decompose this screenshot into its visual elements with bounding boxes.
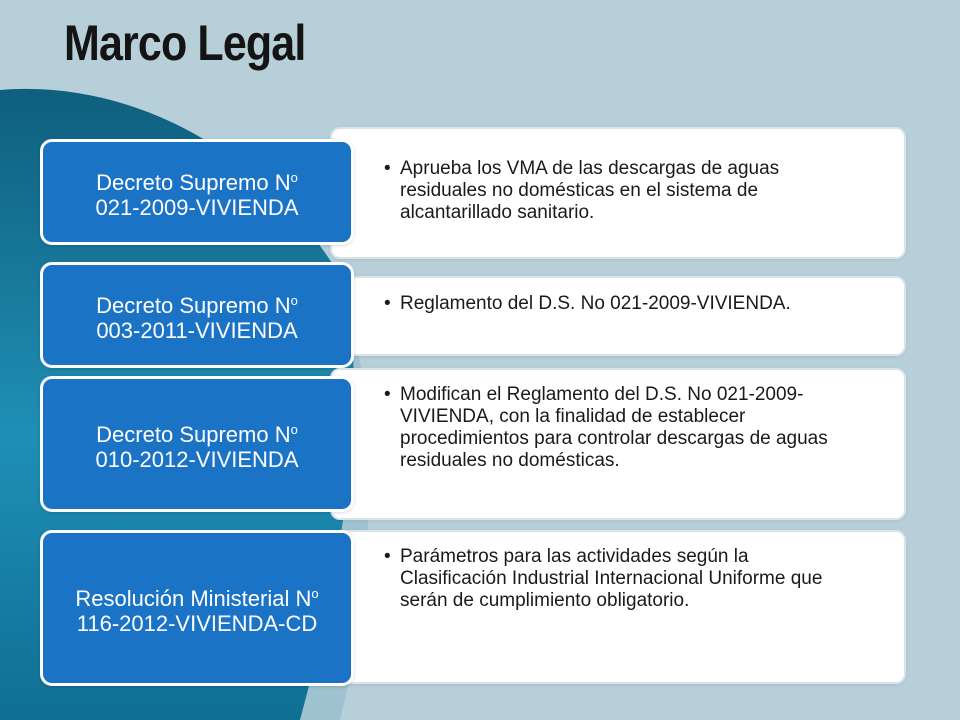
law-label-sup: o	[290, 292, 298, 308]
description-item-4	[376, 546, 858, 612]
description-item-3	[376, 384, 858, 472]
description-box-2	[330, 276, 906, 356]
description-item-2	[376, 293, 858, 315]
bullet-icon: •	[384, 293, 391, 314]
law-label-main: Resolución Ministerial N	[75, 585, 312, 611]
description-text: Aprueba los VMA de las descargas de aguas residuales no domésticas en el sistema de alcantarillado sanitario.	[400, 158, 780, 223]
description-box-3	[330, 368, 906, 520]
law-label-sup: o	[290, 169, 298, 185]
law-label-number: 010-2012-VIVIENDA	[95, 446, 299, 472]
law-label-number: 021-2009-VIVIENDA	[95, 194, 299, 220]
law-label-1	[40, 139, 354, 245]
law-label-sup: o	[290, 421, 298, 437]
bullet-icon: •	[384, 158, 391, 179]
description-box-4	[330, 530, 906, 684]
law-label-sup: o	[311, 585, 319, 601]
description-text: Reglamento del D.S. No 021-2009-VIVIENDA.	[400, 293, 791, 314]
slide-title: Marco Legal	[64, 15, 306, 71]
law-label-main: Decreto Supremo N	[96, 421, 291, 447]
law-label-number: 116-2012-VIVIENDA-CD	[76, 610, 318, 636]
law-label-main: Decreto Supremo N	[96, 292, 291, 318]
law-label-2	[40, 262, 354, 368]
law-label-number: 003-2011-VIVIENDA	[96, 317, 298, 343]
law-label-4	[40, 530, 354, 686]
law-label-main: Decreto Supremo N	[96, 169, 291, 195]
description-text: Modifican el Reglamento del D.S. No 021-2009-VIVIENDA, con la finalidad de establecer procedimientos para controlar descargas de aguas residuales no domésticas.	[400, 384, 828, 471]
description-text: Parámetros para las actividades según la Clasificación Industrial Internacional Uniforme que serán de cumplimiento obligatorio.	[400, 546, 823, 611]
bullet-icon: •	[384, 546, 391, 567]
bullet-icon: •	[384, 384, 391, 405]
law-label-3	[40, 376, 354, 512]
description-box-1	[330, 127, 906, 259]
description-item-1	[376, 158, 858, 224]
